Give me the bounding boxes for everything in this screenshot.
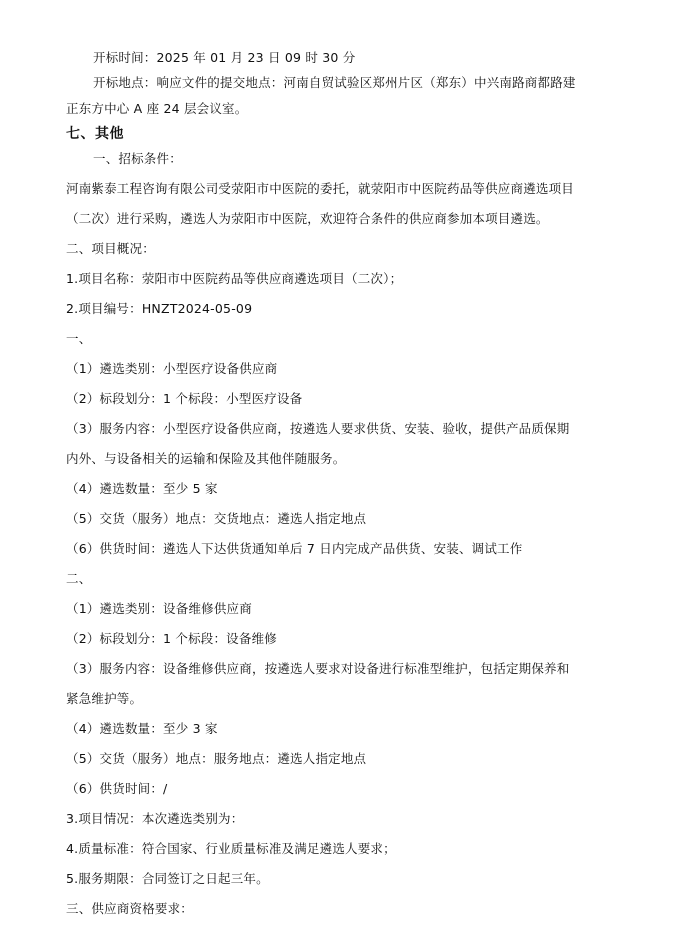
service-period: 5.服务期限：合同签订之日起三年。 xyxy=(66,871,269,886)
tender-conditions-line-2: （二次）进行采购，遴选人为荥阳市中医院，欢迎符合条件的供应商参加本项目遴选。 xyxy=(66,211,549,226)
tender-conditions-title: 一、招标条件： xyxy=(93,151,182,166)
part-1-service-line-2: 内外、与设备相关的运输和保险及其他伴随服务。 xyxy=(66,451,346,466)
part-1-location: （5）交货（服务）地点：交货地点：遴选人指定地点 xyxy=(66,511,367,526)
part-1-delivery: （6）供货时间：遴选人下达供货通知单后 7 日内完成产品供货、安装、调试工作 xyxy=(66,541,523,556)
part-1-service-line-1: （3）服务内容：小型医疗设备供应商，按遴选人要求供货、安装、验收，提供产品质保期 xyxy=(66,421,570,436)
opening-location-line-1: 开标地点：响应文件的提交地点：河南自贸试验区郑州片区（郑东）中兴南路商都路建 xyxy=(93,75,576,90)
part-1-quantity: （4）遴选数量：至少 5 家 xyxy=(66,481,218,496)
part-2-delivery: （6）供货时间：/ xyxy=(66,781,168,796)
quality-standard: 4.质量标准：符合国家、行业质量标准及满足遴选人要求； xyxy=(66,841,396,856)
part-1-lots: （2）标段划分：1 个标段：小型医疗设备 xyxy=(66,391,303,406)
part-2-marker: 二、 xyxy=(66,571,92,586)
part-2-lots: （2）标段划分：1 个标段：设备维修 xyxy=(66,631,277,646)
supplier-qualification-title: 三、供应商资格要求： xyxy=(66,901,194,916)
project-name: 1.项目名称：荥阳市中医院药品等供应商遴选项目（二次）； xyxy=(66,271,403,286)
section-7-title: 七、其他 xyxy=(66,126,124,142)
part-2-quantity: （4）遴选数量：至少 3 家 xyxy=(66,721,218,736)
part-1-category: （1）遴选类别：小型医疗设备供应商 xyxy=(66,361,278,376)
part-1-marker: 一、 xyxy=(66,331,92,346)
part-2-service-line-1: （3）服务内容：设备维修供应商，按遴选人要求对设备进行标准型维护，包括定期保养和 xyxy=(66,661,570,676)
part-2-category: （1）遴选类别：设备维修供应商 xyxy=(66,601,252,616)
opening-location-line-2: 正东方中心 A 座 24 层会议室。 xyxy=(66,101,248,116)
opening-time: 开标时间：2025 年 01 月 23 日 09 时 30 分 xyxy=(93,50,356,65)
part-2-service-line-2: 紧急维护等。 xyxy=(66,691,143,706)
project-number: 2.项目编号：HNZT2024-05-09 xyxy=(66,301,253,316)
tender-conditions-line-1: 河南紫泰工程咨询有限公司受荥阳市中医院的委托，就荥阳市中医院药品等供应商遴选项目 xyxy=(66,181,575,196)
part-2-location: （5）交货（服务）地点：服务地点：遴选人指定地点 xyxy=(66,751,367,766)
project-situation: 3.项目情况：本次遴选类别为： xyxy=(66,811,244,826)
project-overview-title: 二、项目概况： xyxy=(66,241,155,256)
